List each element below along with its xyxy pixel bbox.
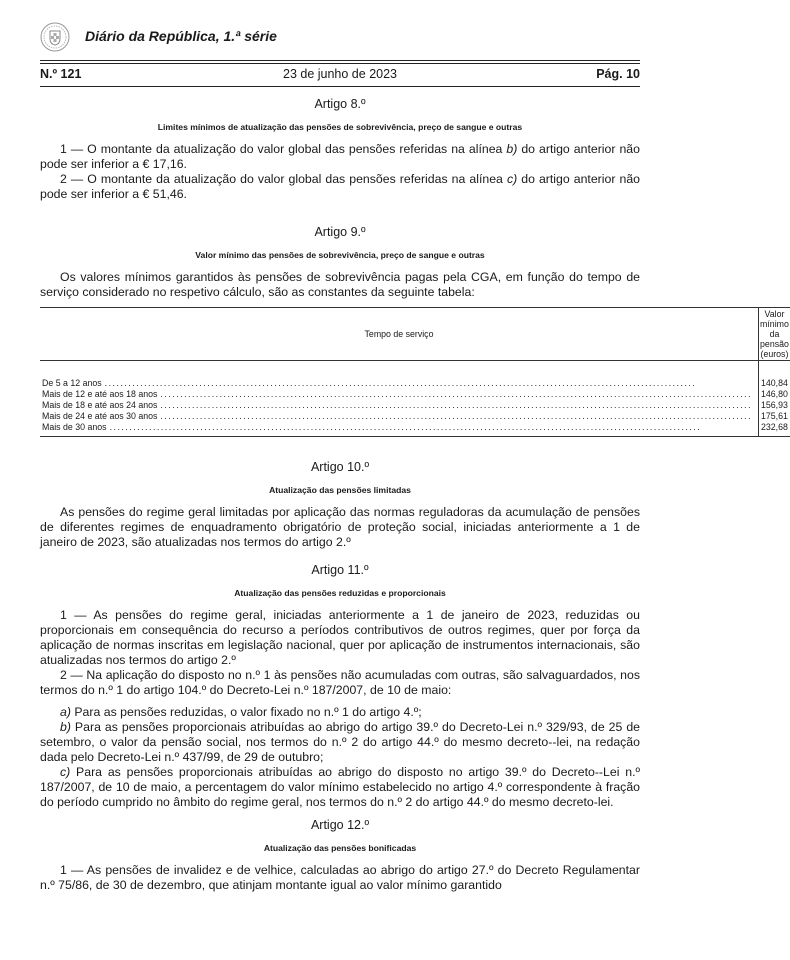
row-label: De 5 a 12 anos <box>42 378 102 388</box>
table-row <box>40 361 790 390</box>
table-header-min-value: Valor mínimo da pensão (euros) <box>760 309 789 359</box>
article-9-paragraph-1: Os valores mínimos garantidos às pensões de sobrevivência pagas pela CGA, em função do tempo de serviço considerado no respetivo cálculo, são as constantes da seguinte tabela: <box>40 270 640 299</box>
publication-title: Diário da República, 1.ª série <box>85 28 277 44</box>
article-11-title: Artigo 11.º <box>311 563 369 577</box>
publication-header <box>40 22 640 54</box>
issue-date: 23 de junho de 2023 <box>283 67 397 81</box>
document-body <box>40 96 789 893</box>
row-value: 140,84 <box>761 378 788 388</box>
article-9-title: Artigo 9.º <box>314 225 366 239</box>
row-value: 175,61 <box>761 411 788 421</box>
table-header-service-time: Tempo de serviço <box>40 308 759 361</box>
row-label: Mais de 24 e até aos 30 anos <box>42 411 158 421</box>
table-row <box>40 422 790 437</box>
article-8-paragraph-2: 2 — O montante da atualização do valor global das pensões referidas na alínea c) do artigo anterior não pode ser inferior a € 51,46. <box>40 172 640 201</box>
table-row <box>40 411 790 422</box>
row-value: 146,80 <box>761 389 788 399</box>
article-10-subtitle: Atualização das pensões limitadas <box>269 485 411 495</box>
page-number: Pág. 10 <box>596 67 640 81</box>
row-label: Mais de 12 e até aos 18 anos <box>42 389 158 399</box>
article-11-item-b: b) Para as pensões proporcionais atribuídas ao abrigo do artigo 39.º do Decreto-Lei n.º 329/93, de 25 de setembro, o valor da pensão social, nos termos do n.º 2 do artigo 44.º do mesmo decreto--lei, na redação dada pelo Decreto-Lei n.º 437/99, de 29 de outubro; <box>40 720 640 764</box>
minimum-pension-table <box>40 307 790 437</box>
table-row <box>40 400 790 411</box>
article-11-subtitle: Atualização das pensões reduzidas e proporcionais <box>234 588 446 598</box>
article-9-subtitle: Valor mínimo das pensões de sobrevivência, preço de sangue e outras <box>195 250 485 260</box>
header-rule <box>40 63 640 64</box>
article-12-paragraph-1: 1 — As pensões de invalidez e de velhice, calculadas ao abrigo do artigo 27.º do Decreto Regulamentar n.º 75/86, de 30 de dezembro, que atinjam montante igual ao valor mínimo garantido <box>40 863 640 892</box>
row-value: 232,68 <box>761 422 788 432</box>
article-12-subtitle: Atualização das pensões bonificadas <box>263 843 417 853</box>
row-label: Mais de 30 anos <box>42 422 107 432</box>
table-row <box>40 389 790 400</box>
issue-info-bar <box>40 67 640 85</box>
article-11-item-c: c) Para as pensões proporcionais atribuídas ao abrigo do disposto no artigo 39.º do Decreto--Lei n.º 187/2007, de 10 de maio, a percentagem do valor mínimo estabelecido no artigo 4.º correspondente à fração do período cumprido no âmbito do regime geral, nos termos do n.º 2 do artigo 44.º do mesmo decreto-lei. <box>40 765 640 809</box>
issue-number: N.º 121 <box>40 67 82 81</box>
table-header-row <box>40 308 790 361</box>
coat-of-arms-emblem-icon <box>40 22 70 52</box>
article-8-title: Artigo 8.º <box>314 97 366 111</box>
row-label: Mais de 18 e até aos 24 anos <box>42 400 158 410</box>
article-11-item-a: a) Para as pensões reduzidas, o valor fixado no n.º 1 do artigo 4.º; <box>60 705 422 719</box>
article-10-title: Artigo 10.º <box>310 460 370 474</box>
header-rule <box>40 86 640 87</box>
article-11-paragraph-1: 1 — As pensões do regime geral, iniciadas anteriormente a 1 de janeiro de 2023, reduzidas ou proporcionais em consequência do recurso a períodos contributivos de outros regimes, quer por força da aplicação de normas inscritas em legislação nacional, quer por aplicação de instrumentos internacionais, são atualizadas nos termos do artigo 2.º <box>40 608 640 667</box>
article-10-paragraph-1: As pensões do regime geral limitadas por aplicação das normas reguladoras da acumulação de pensões de diferentes regimes de enquadramento obrigatório de proteção social, iniciadas anteriormente a 1 de janeiro de 2023, são atualizadas nos termos do artigo 2.º <box>40 505 640 549</box>
row-value: 156,93 <box>761 400 788 410</box>
header-rule <box>40 60 640 61</box>
article-11-paragraph-2: 2 — Na aplicação do disposto no n.º 1 às pensões não acumuladas com outras, são salvaguardados, nos termos do n.º 1 do artigo 104.º do Decreto-Lei n.º 187/2007, de 10 de maio: <box>40 668 640 697</box>
article-8-paragraph-1: 1 — O montante da atualização do valor global das pensões referidas na alínea b) do artigo anterior não pode ser inferior a € 17,16. <box>40 142 640 171</box>
article-12-title: Artigo 12.º <box>310 818 370 832</box>
article-8-subtitle: Limites mínimos de atualização das pensões de sobrevivência, preço de sangue e outras <box>157 122 523 132</box>
